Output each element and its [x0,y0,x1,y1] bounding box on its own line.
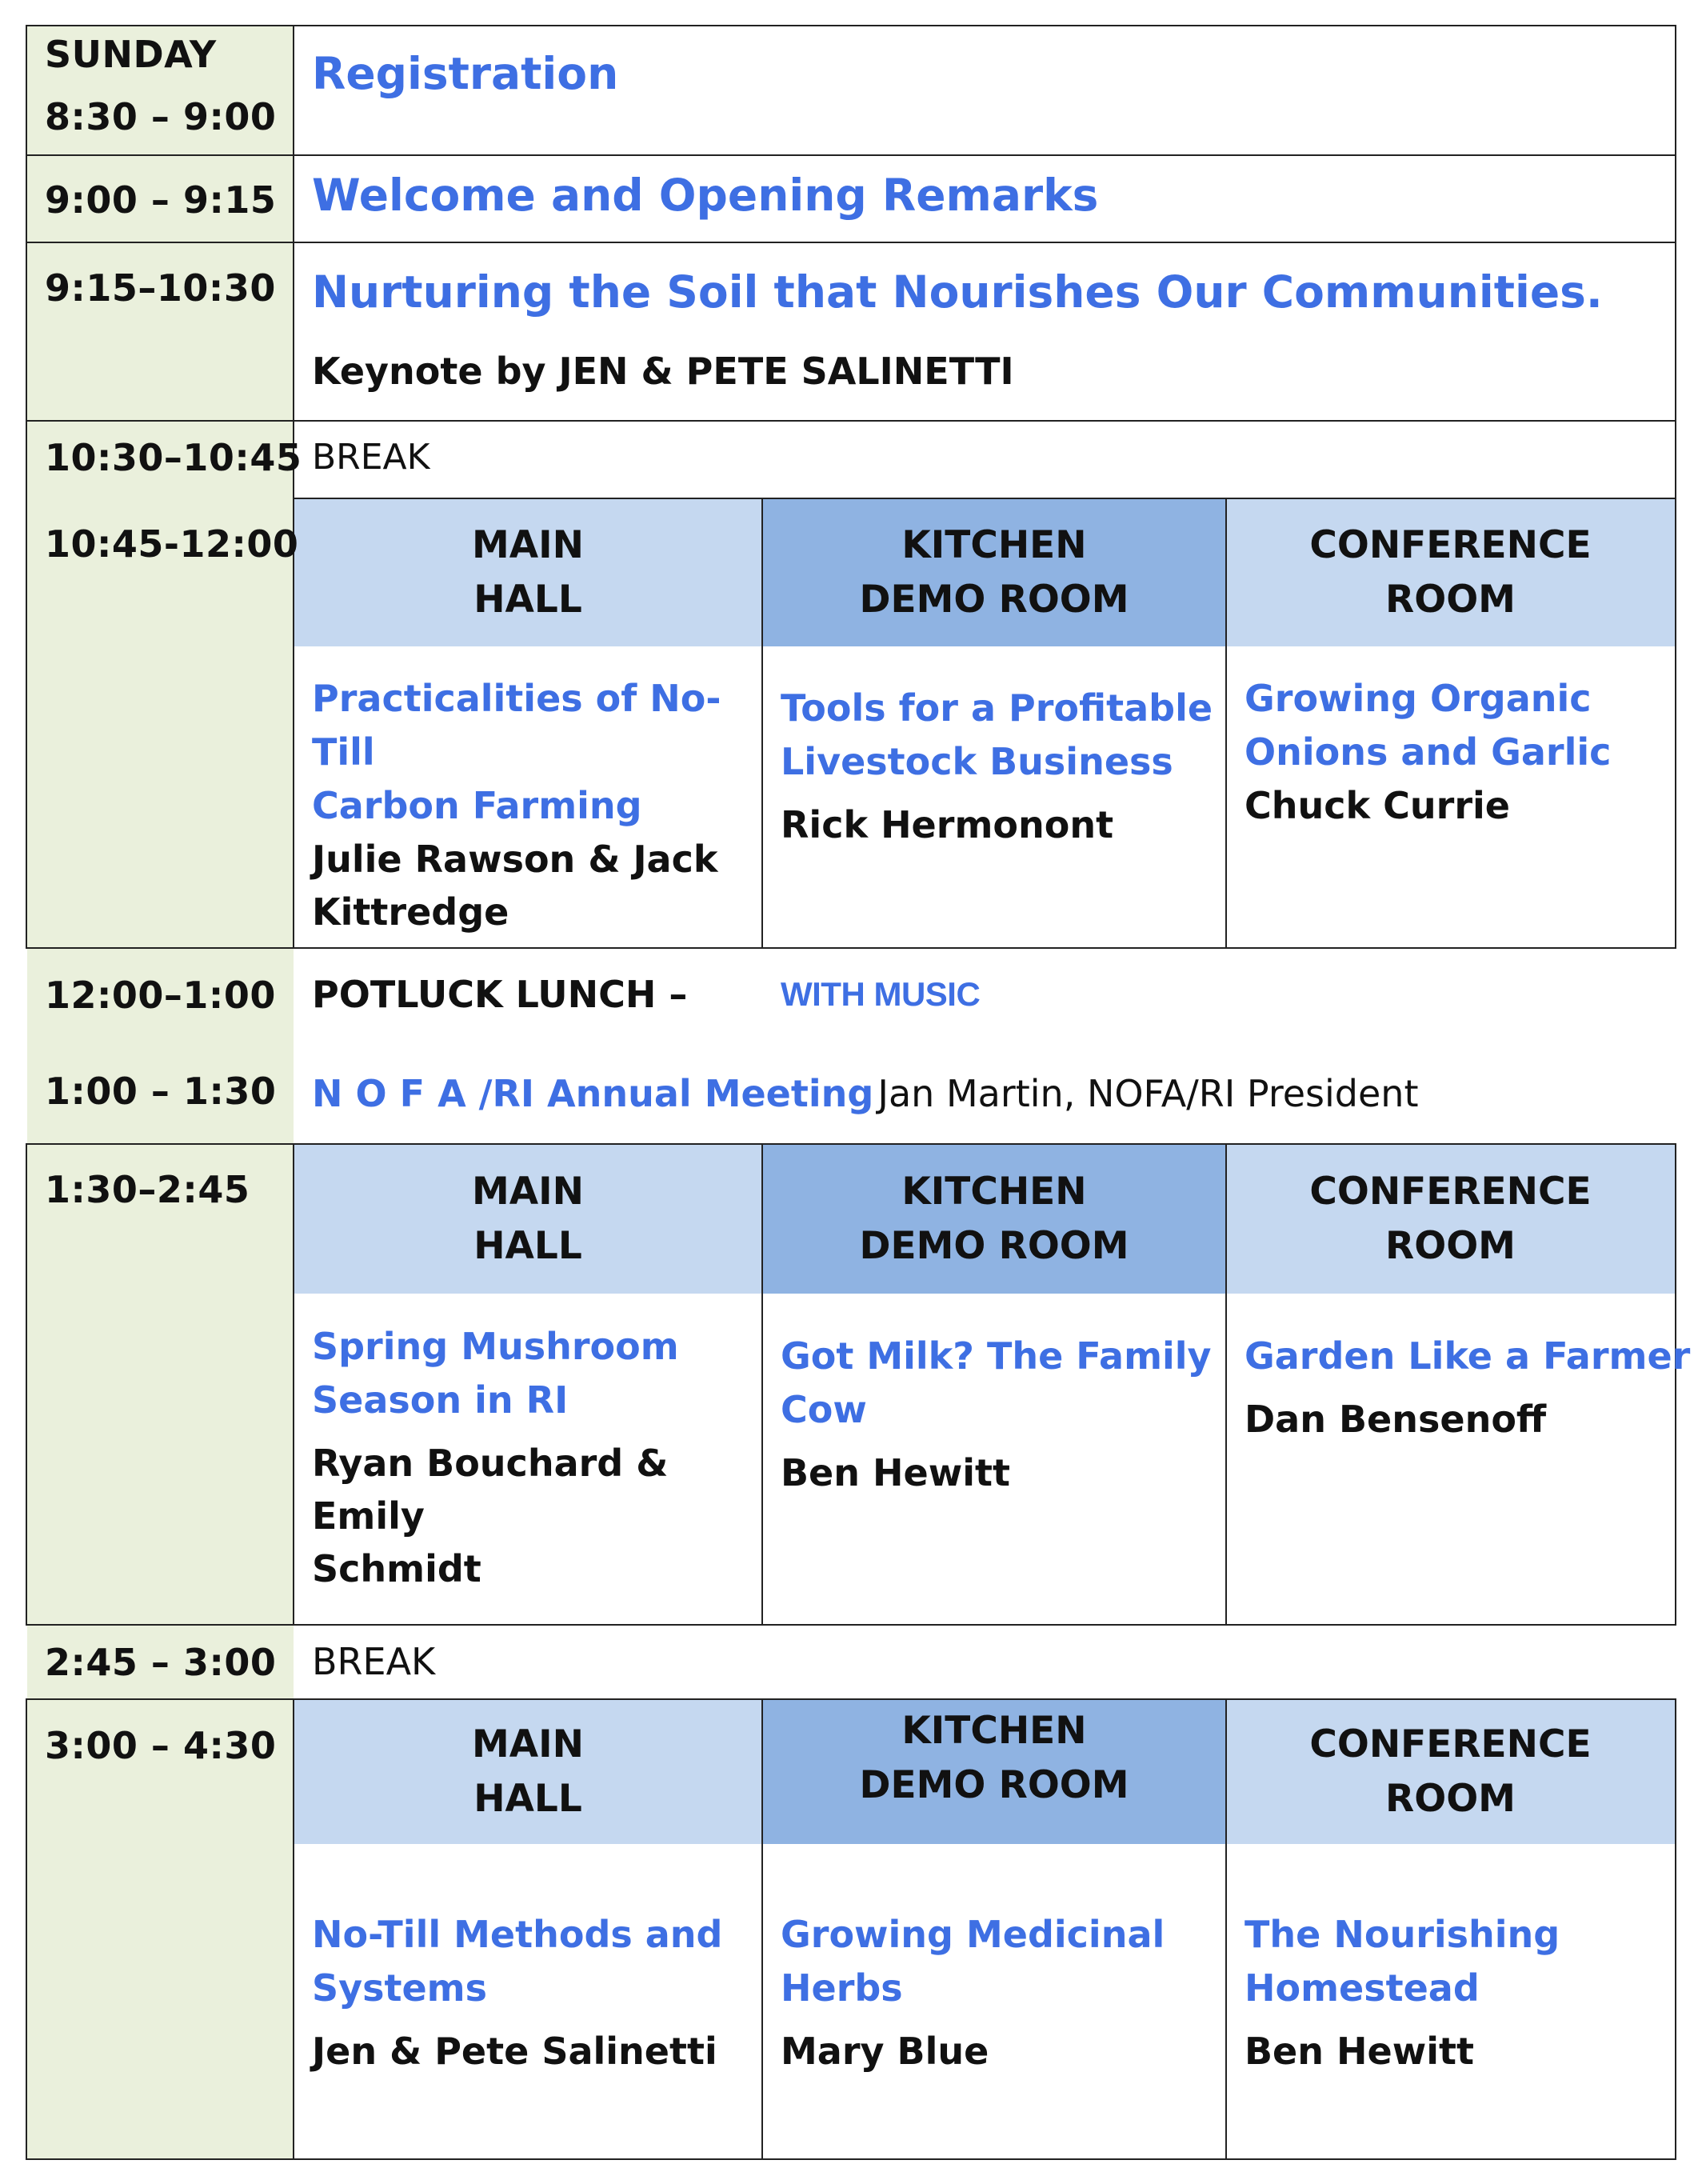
room-header-conference: CONFERENCE ROOM [1309,1722,1592,1821]
time-label: 8:30 – 9:00 [45,95,277,138]
row-divider [26,154,1676,156]
session-title: Growing Organic [1245,677,1592,720]
session-title: Cow [781,1388,867,1431]
session-title: The Nourishing [1245,1913,1560,1956]
session-title: Herbs [781,1966,903,2010]
meeting-title: N O F A /RI Annual Meeting [312,1072,874,1115]
session-cell [781,682,1221,851]
session-title: Livestock Business [781,740,1173,783]
session-title: Homestead [1245,1966,1480,2010]
room-header-main-hall: MAIN HALL [472,1169,584,1268]
lunch-label: POTLUCK LUNCH – [312,973,688,1016]
session-cell [1245,672,1668,832]
session-cell [312,1908,756,2078]
time-label: 9:15–10:30 [45,266,276,310]
session-title: Tools for a Profitable [781,686,1213,730]
session-cell [312,672,756,938]
time-label: 9:00 – 9:15 [45,178,277,222]
room-header-kitchen: KITCHEN DEMO ROOM [859,1709,1129,1807]
session-title: Growing Medicinal [781,1913,1165,1956]
room-header-kitchen: KITCHEN DEMO ROOM [859,522,1129,622]
speaker: Ben Hewitt [781,1451,1010,1494]
session-cell [781,1330,1221,1499]
session-title: Garden Like a Farmer [1245,1334,1691,1378]
time-label: 10:30–10:45 [45,436,302,479]
column-divider [293,25,294,949]
session-cell [1245,1908,1668,2078]
speaker: Julie Rawson & Jack [312,838,718,881]
time-label: 2:45 – 3:00 [45,1641,277,1684]
annual-meeting [312,1067,1418,1121]
session-title: Practicalities of No-Till [312,677,721,774]
meeting-detail: Jan Martin, NOFA/RI President [877,1072,1419,1115]
break-label: BREAK [312,1640,436,1683]
row-divider [26,420,1676,422]
time-label: 1:00 – 1:30 [45,1070,277,1113]
speaker: Mary Blue [781,2030,989,2073]
session-title: Onions and Garlic [1245,730,1612,774]
speaker: Kittredge [312,890,509,934]
keynote-title: Nurturing the Soil that Nourishes Our Communities. [312,266,1603,318]
speaker: Rick Hermonont [781,803,1114,846]
session-cell [312,1320,756,1595]
room-header-main-hall: MAIN HALL [472,522,584,622]
speaker: Dan Bensenoff [1245,1398,1547,1441]
session-title: Welcome and Opening Remarks [312,170,1099,221]
room-header-kitchen: KITCHEN DEMO ROOM [859,1169,1129,1268]
speaker: Jen & Pete Salinetti [312,2030,717,2073]
time-label: 12:00–1:00 [45,974,276,1017]
room-header-main-hall: MAIN HALL [472,1722,584,1821]
speaker: Ryan Bouchard & Emily [312,1442,669,1538]
session-title: Carbon Farming [312,784,642,827]
speaker: Ben Hewitt [1245,2030,1474,2073]
session-title: Systems [312,1966,487,2010]
keynote-subtitle: Keynote by JEN & PETE SALINETTI [312,350,1014,393]
session-cell [781,1908,1221,2078]
break-label: BREAK [312,437,430,478]
room-header-conference: CONFERENCE ROOM [1309,1169,1592,1268]
time-label: 1:30–2:45 [45,1168,250,1211]
time-label: 10:45-12:00 [45,522,299,566]
session-title: Got Milk? The Family [781,1334,1212,1378]
session-title: Registration [312,48,619,99]
session-title: Spring Mushroom [312,1325,679,1368]
time-label: 3:00 – 4:30 [45,1724,277,1767]
row-divider [26,242,1676,243]
music-label: WITH MUSIC [781,975,981,1013]
session-title: Season in RI [312,1378,569,1422]
room-header-conference: CONFERENCE ROOM [1309,522,1592,622]
day-label: SUNDAY [45,33,217,76]
speaker: Schmidt [312,1547,481,1590]
session-title: No-Till Methods and [312,1913,723,1956]
session-cell [1245,1330,1691,1446]
speaker: Chuck Currie [1245,784,1510,827]
